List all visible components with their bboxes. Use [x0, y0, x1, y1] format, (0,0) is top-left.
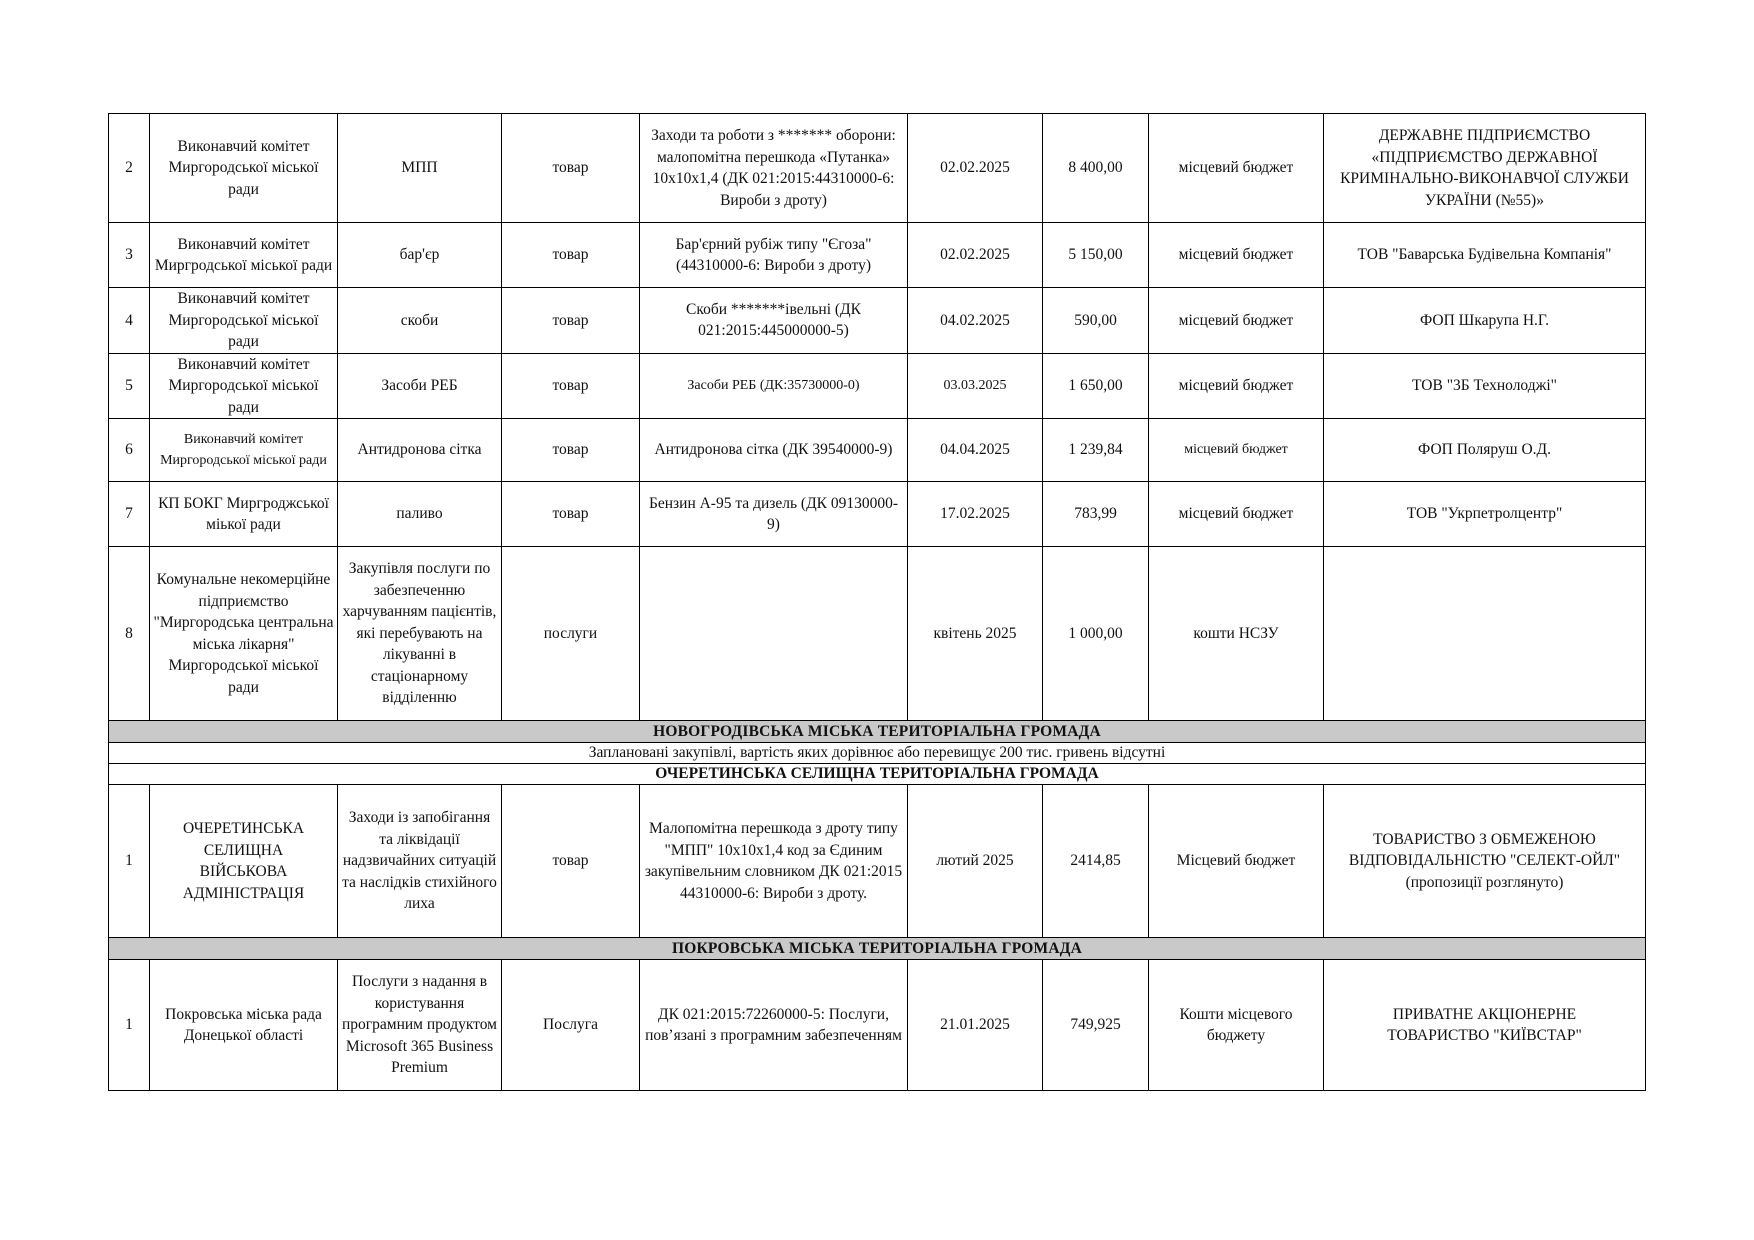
cell-type: товар [502, 353, 640, 419]
cell-type: товар [502, 288, 640, 354]
table-row [109, 419, 1646, 482]
cell-customer: Виконавчий комітет Миргородської міської ради [150, 353, 338, 419]
table-row [109, 547, 1646, 721]
cell-source: місцевий бюджет [1149, 288, 1324, 354]
cell-date: 17.02.2025 [908, 482, 1043, 547]
cell-supplier: ФОП Поляруш О.Д. [1324, 419, 1646, 482]
cell-code: Заходи та роботи з ******* оборони: малопомітна перешкода «Путанка» 10х10х1,4 (ДК 021:2015:44310000-6: Вироби з дроту) [640, 114, 908, 223]
table-row [109, 960, 1646, 1091]
cell-code: Антидронова сітка (ДК 39540000-9) [640, 419, 908, 482]
cell-source: місцевий бюджет [1149, 419, 1324, 482]
cell-number: 2 [109, 114, 150, 223]
cell-date: 02.02.2025 [908, 223, 1043, 288]
cell-code: Скоби *******івельні (ДК 021:2015:445000000-5) [640, 288, 908, 354]
section-note-row [109, 743, 1646, 764]
cell-type: товар [502, 419, 640, 482]
cell-code: Малопомітна перешкода з дроту типу "МПП" 10х10х1,4 код за Єдиним закупівельним словником ДК 021:2015 44310000-6: Вироби з дроту. [640, 785, 908, 938]
cell-type: товар [502, 114, 640, 223]
cell-date: 02.02.2025 [908, 114, 1043, 223]
cell-amount: 5 150,00 [1043, 223, 1149, 288]
cell-source: кошти НСЗУ [1149, 547, 1324, 721]
cell-number: 1 [109, 960, 150, 1091]
cell-subject: бар'єр [338, 223, 502, 288]
cell-code [640, 547, 908, 721]
cell-amount: 2414,85 [1043, 785, 1149, 938]
cell-source: Кошти місцевого бюджету [1149, 960, 1324, 1091]
cell-type: товар [502, 785, 640, 938]
cell-amount: 749,925 [1043, 960, 1149, 1091]
cell-customer: Комунальне некомерційне підприємство "Миргородська центральна міська лікарня" Миргородської міської ради [150, 547, 338, 721]
table-row [109, 288, 1646, 354]
section-header-row [109, 764, 1646, 785]
cell-supplier [1324, 547, 1646, 721]
cell-subject: Закупівля послуги по забезпеченню харчуванням пацієнтів, які перебувають на лікуванні в стаціонарному відділенню [338, 547, 502, 721]
cell-subject: скоби [338, 288, 502, 354]
cell-date: лютий 2025 [908, 785, 1043, 938]
cell-supplier: ФОП Шкарупа Н.Г. [1324, 288, 1646, 354]
cell-customer: ОЧЕРЕТИНСЬКА СЕЛИЩНА ВІЙСЬКОВА АДМІНІСТРАЦІЯ [150, 785, 338, 938]
cell-number: 3 [109, 223, 150, 288]
cell-customer: Виконавчий комітет Миргородської міської ради [150, 288, 338, 354]
cell-supplier [1324, 785, 1646, 938]
cell-source: місцевий бюджет [1149, 223, 1324, 288]
supplier-note: (пропозиції розглянуто) [1405, 873, 1564, 891]
cell-subject: МПП [338, 114, 502, 223]
table-row [109, 114, 1646, 223]
cell-source: Місцевий бюджет [1149, 785, 1324, 938]
cell-supplier: ПРИВАТНЕ АКЦІОНЕРНЕ ТОВАРИСТВО "КИЇВСТАР" [1324, 960, 1646, 1091]
cell-subject: Антидронова сітка [338, 419, 502, 482]
section-header-row [109, 721, 1646, 743]
cell-date: 03.03.2025 [908, 353, 1043, 419]
cell-amount: 1 000,00 [1043, 547, 1149, 721]
cell-number: 4 [109, 288, 150, 354]
table-row [109, 353, 1646, 419]
table-row [109, 223, 1646, 288]
cell-number: 1 [109, 785, 150, 938]
cell-number: 5 [109, 353, 150, 419]
cell-number: 7 [109, 482, 150, 547]
cell-subject: паливо [338, 482, 502, 547]
cell-subject: Заходи із запобігання та ліквідації надзвичайних ситуацій та наслідків стихійного лиха [338, 785, 502, 938]
cell-code: Бензин А-95 та дизель (ДК 09130000-9) [640, 482, 908, 547]
supplier-name: ТОВАРИСТВО З ОБМЕЖЕНОЮ ВІДПОВІДАЛЬНІСТЮ "СЕЛЕКТ-ОЙЛ" [1348, 830, 1621, 870]
section-title: ПОКРОВСЬКА МІСЬКА ТЕРИТОРІАЛЬНА ГРОМАДА [109, 938, 1646, 960]
table-row [109, 482, 1646, 547]
cell-customer: Покровська міська рада Донецької області [150, 960, 338, 1091]
section-header-row [109, 938, 1646, 960]
cell-amount: 783,99 [1043, 482, 1149, 547]
cell-type: Послуга [502, 960, 640, 1091]
cell-date: квітень 2025 [908, 547, 1043, 721]
section-title: НОВОГРОДІВСЬКА МІСЬКА ТЕРИТОРІАЛЬНА ГРОМАДА [109, 721, 1646, 743]
cell-date: 04.02.2025 [908, 288, 1043, 354]
cell-supplier: ДЕРЖАВНЕ ПІДПРИЄМСТВО «ПІДПРИЄМСТВО ДЕРЖАВНОЇ КРИМІНАЛЬНО-ВИКОНАВЧОЇ СЛУЖБИ УКРАЇНИ (№55)» [1324, 114, 1646, 223]
cell-type: товар [502, 223, 640, 288]
cell-amount: 1 650,00 [1043, 353, 1149, 419]
cell-code: Бар'єрний рубіж типу "Єгоза" (44310000-6: Вироби з дроту) [640, 223, 908, 288]
cell-type: послуги [502, 547, 640, 721]
cell-code: ДК 021:2015:72260000-5: Послуги, пов’язані з програмним забезпеченням [640, 960, 908, 1091]
cell-code: Засоби РЕБ (ДК:35730000-0) [640, 353, 908, 419]
cell-date: 04.04.2025 [908, 419, 1043, 482]
cell-customer: Виконавчий комітет Миргродської міської ради [150, 223, 338, 288]
cell-supplier: ТОВ "Баварська Будівельна Компанія" [1324, 223, 1646, 288]
cell-date: 21.01.2025 [908, 960, 1043, 1091]
cell-customer: КП БОКГ Миргроджської міької ради [150, 482, 338, 547]
cell-source: місцевий бюджет [1149, 114, 1324, 223]
cell-customer: Виконавчий комітет Миргородської міської ради [150, 114, 338, 223]
cell-amount: 8 400,00 [1043, 114, 1149, 223]
cell-source: місцевий бюджет [1149, 482, 1324, 547]
cell-subject: Засоби РЕБ [338, 353, 502, 419]
procurement-table [108, 113, 1646, 1091]
cell-amount: 1 239,84 [1043, 419, 1149, 482]
cell-supplier: ТОВ "3Б Технолоджі" [1324, 353, 1646, 419]
cell-amount: 590,00 [1043, 288, 1149, 354]
cell-supplier: ТОВ "Укрпетролцентр" [1324, 482, 1646, 547]
cell-number: 8 [109, 547, 150, 721]
section-title: ОЧЕРЕТИНСЬКА СЕЛИЩНА ТЕРИТОРІАЛЬНА ГРОМАДА [109, 764, 1646, 785]
cell-subject: Послуги з надання в користування програмним продуктом Microsoft 365 Business Premium [338, 960, 502, 1091]
table-row [109, 785, 1646, 938]
cell-source: місцевий бюджет [1149, 353, 1324, 419]
cell-customer: Виконавчий комітет Миргородської міської ради [150, 419, 338, 482]
cell-type: товар [502, 482, 640, 547]
section-note: Заплановані закупівлі, вартість яких дорівнює або перевищує 200 тис. гривень відсутні [109, 743, 1646, 764]
cell-number: 6 [109, 419, 150, 482]
